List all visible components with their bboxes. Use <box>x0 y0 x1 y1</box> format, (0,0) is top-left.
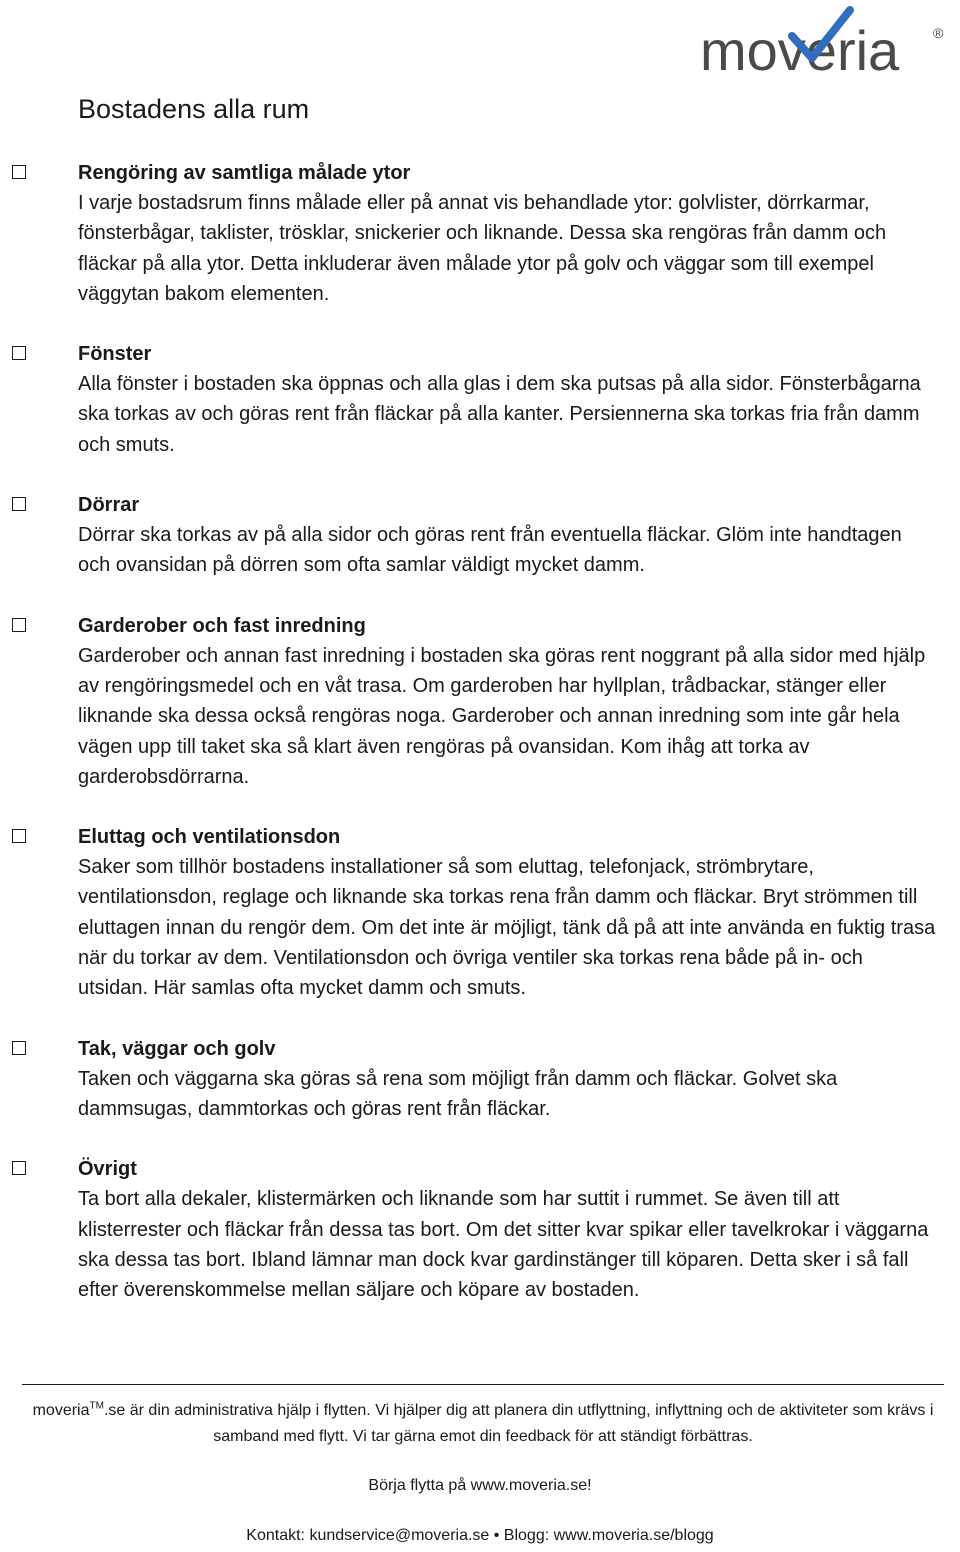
section-body: Dörrar ska torkas av på alla sidor och göras rent från eventuella fläckar. Glöm inte handtagen och ovansidan på dörren som ofta samlar väldigt mycket damm. <box>78 524 902 577</box>
checkbox-icon[interactable] <box>12 497 26 511</box>
checklist-item <box>0 1154 960 1305</box>
footer-brand: moveria <box>32 1402 90 1419</box>
footer-tagline <box>22 1398 944 1450</box>
section-title: Eluttag och ventilationsdon <box>78 826 341 849</box>
footer-divider <box>22 1384 944 1385</box>
logo-registered-mark: ® <box>933 25 944 41</box>
checkbox-icon[interactable] <box>12 1041 26 1055</box>
checkbox-icon[interactable] <box>12 829 26 843</box>
checkbox-icon[interactable] <box>12 618 26 632</box>
checklist-item <box>0 339 960 460</box>
section-body: Ta bort alla dekaler, klistermärken och liknande som har suttit i rummet. Se även till att klisterrester och fläckar från dessa tas bort. Om det sitter kvar spikar eller tavelkrokar i väggarna ska dessa tas bort. Ibland lämnar man dock kvar gardinstänger till köparen. Detta sker i så fall efter överenskommelse mellan säljare och köpare av bostaden. <box>78 1188 929 1302</box>
section-body: Garderober och annan fast inredning i bostaden ska göras rent noggrant på alla sidor med hjälp av rengöringsmedel och en våt trasa. Om garderoben har hyllplan, trådbackar, stänger eller liknande ska dessa också rengöras noga. Garderober och annan inredning som inte går hela vägen upp till taket ska så klart även rengöras på ovansidan. Kom ihåg att torka av garderobsdörrarna. <box>78 644 926 788</box>
checklist-item <box>0 490 960 581</box>
footer-trademark: TM <box>89 1400 104 1412</box>
checklist-item <box>0 158 960 309</box>
footer-tagline-text: .se är din administrativa hjälp i flytten. Vi hjälper dig att planera din utflyttning, inflyttning och de aktiviteter som krävs i samband med flytt. Vi tar gärna emot din feedback för att ständigt förbättras. <box>103 1402 934 1445</box>
section-title: Rengöring av samtliga målade ytor <box>78 162 411 184</box>
footer-contact[interactable]: Kontakt: kundservice@moveria.se • Blogg: www.moveria.se/blogg <box>246 1527 714 1544</box>
logo-text: moveria <box>700 19 900 76</box>
checkbox-icon[interactable] <box>12 165 26 179</box>
section-body: I varje bostadsrum finns målade eller på annat vis behandlade ytor: golvlister, dörrkarmar, fönsterbågar, taklister, trösklar, snickerier och liknande. Dessa ska rengöras från damm och fläckar på alla ytor. Detta inkluderar även målade ytor på golv och väggar som till exempel väggytan bakom elementen. <box>78 192 887 305</box>
checkbox-icon[interactable] <box>12 1161 26 1175</box>
moveria-logo <box>700 6 945 76</box>
section-body: Taken och väggarna ska göras så rena som möjligt från damm och fläckar. Golvet ska dammsugas, dammtorkas och göras rent från fläckar. <box>78 1067 838 1120</box>
checklist-item <box>0 611 960 792</box>
section-title: Dörrar <box>78 494 140 517</box>
footer-cta-link[interactable]: Börja flytta på www.moveria.se! <box>368 1477 592 1494</box>
section-title: Tak, väggar och golv <box>78 1037 276 1060</box>
section-title: Övrigt <box>78 1158 137 1181</box>
section-body: Saker som tillhör bostadens installationer så som eluttag, telefonjack, strömbrytare, ventilationsdon, reglage och liknande ska torkas rena från damm och fläckar. Bryt strömmen till eluttagen innan du rengör dem. Om det inte är möjligt, tänk då på att inte använda en fuktig trasa när du torkar av dem. Ventilationsdon och övriga ventiler ska torkas rena både på in- och utsidan. Här samlas ofta mycket damm och smuts. <box>78 856 936 1000</box>
section-title: Fönster <box>78 343 152 366</box>
section-body: Alla fönster i bostaden ska öppnas och alla glas i dem ska putsas på alla sidor. Fönsterbågarna ska torkas av och göras rent från fläckar på alla kanter. Persiennerna ska torkas fria från damm och smuts. <box>78 373 921 456</box>
section-title: Garderober och fast inredning <box>78 614 366 637</box>
checklist-item <box>0 822 960 1003</box>
checkbox-icon[interactable] <box>12 346 26 360</box>
page-title: Bostadens alla rum <box>78 94 310 124</box>
checklist-item <box>0 1034 960 1125</box>
checklist <box>0 158 960 1335</box>
